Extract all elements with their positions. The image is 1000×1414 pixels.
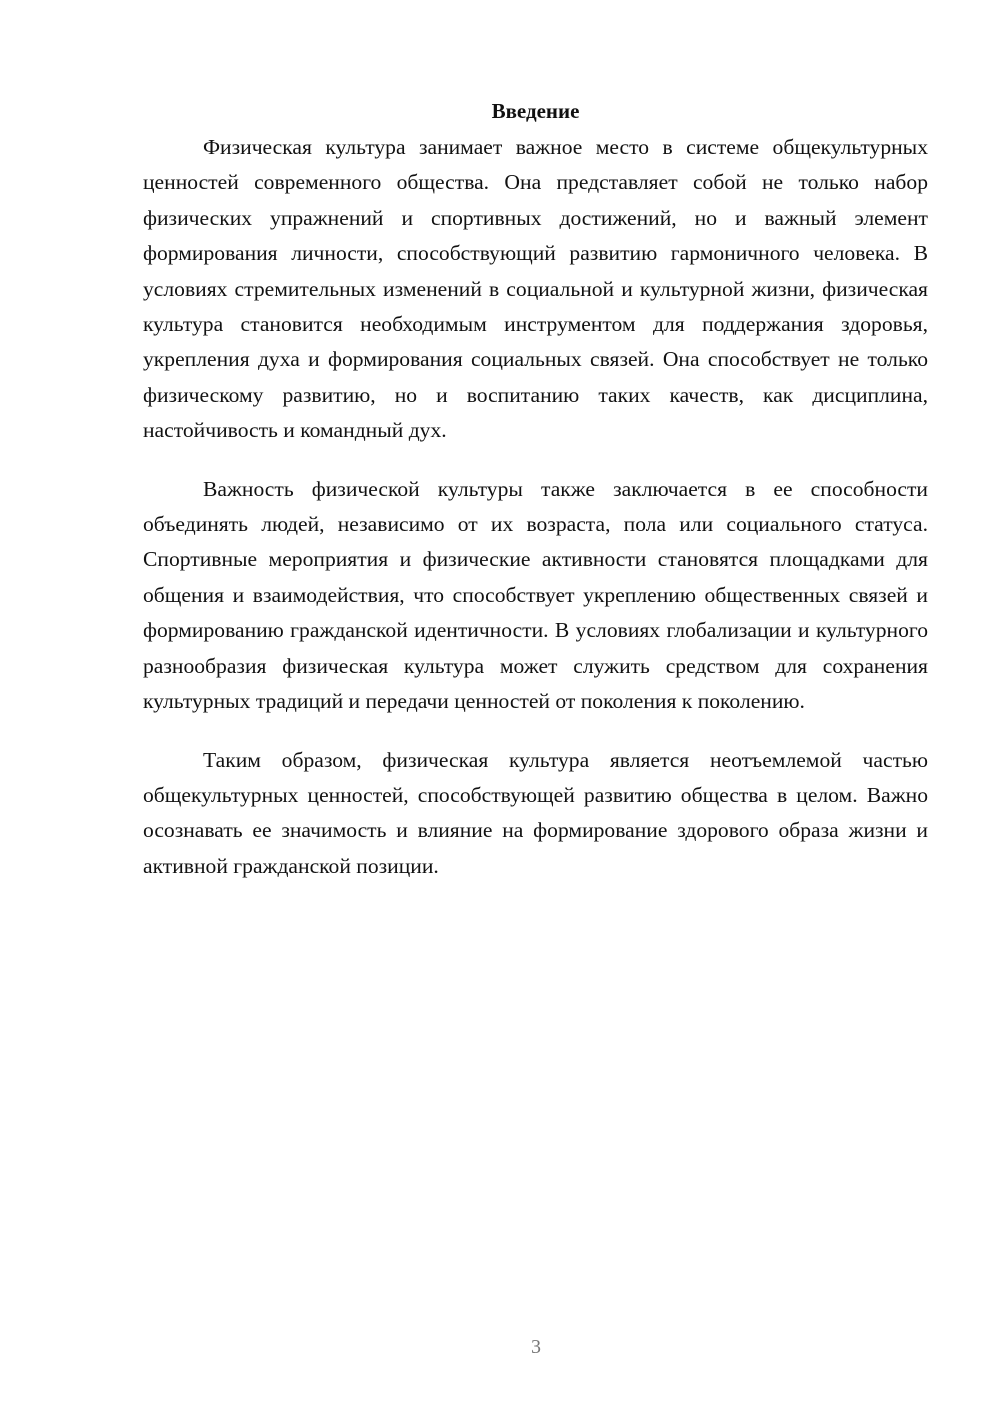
paragraph-2: Важность физической культуры также заключается в ее способности объединять людей, независимо от их возраста, пола или социального статуса. Спортивные мероприятия и физические активности становятся площадками для общения и взаимодействия, что способствует укреплению общественных связей и формированию гражданской идентичности. В условиях глобализации и культурного разнообразия физическая культура может служить средством для сохранения культурных традиций и передачи ценностей от поколения к поколению.: [143, 476, 928, 714]
page-content: [143, 93, 928, 907]
paragraph-1: Физическая культура занимает важное место в системе общекультурных ценностей современного общества. Она представляет собой не только набор физических упражнений и спортивных достижений, но и важный элемент формирования личности, способствующий развитию гармоничного человека. В условиях стремительных изменений в социальной и культурной жизни, физическая культура становится необходимым инструментом для поддержания здоровья, укрепления духа и формирования социальных связей. Она способствует не только физическому развитию, но и воспитанию таких качеств, как дисциплина, настойчивость и командный дух.: [143, 135, 928, 443]
section-heading: Введение: [491, 99, 580, 123]
paragraph-3: Таким образом, физическая культура является неотъемлемой частью общекультурных ценностей, способствующей развитию общества в целом. Важно осознавать ее значимость и влияние на формирование здорового образа жизни и активной гражданской позиции.: [143, 747, 928, 878]
page-number: 3: [531, 1336, 541, 1358]
